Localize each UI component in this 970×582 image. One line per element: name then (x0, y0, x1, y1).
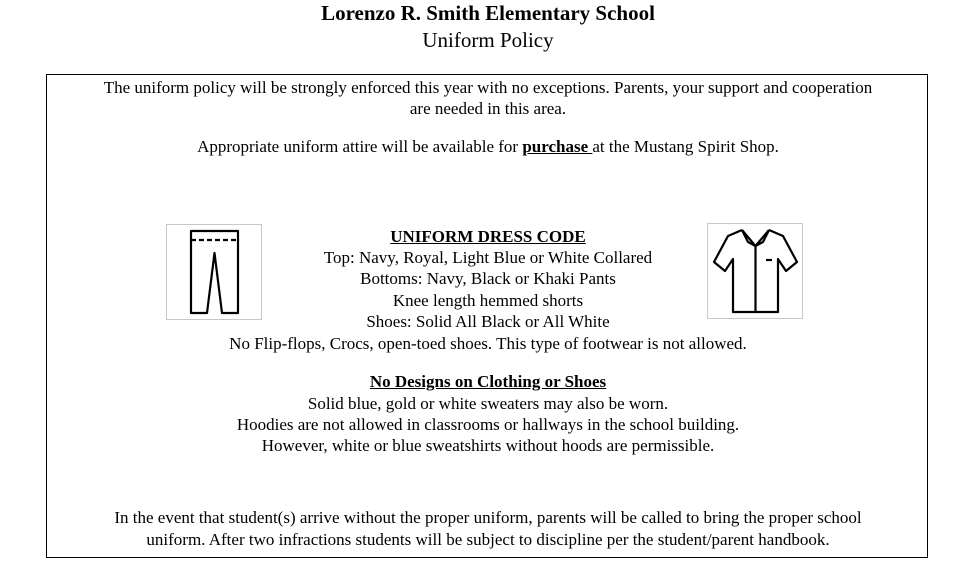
designs-item: Hoodies are not allowed in classrooms or hallways in the school building. (236, 415, 740, 434)
purchase-link[interactable]: purchase (522, 137, 593, 156)
purchase-sentence (46, 136, 930, 157)
designs-heading-text: No Designs on Clothing or Shoes (369, 372, 607, 391)
document-title: Uniform Policy (422, 28, 554, 52)
footwear-rule: No Flip-flops, Crocs, open-toed shoes. This type of footwear is not allowed. (229, 334, 747, 353)
school-name: Lorenzo R. Smith Elementary School (321, 1, 655, 25)
dress-code-item: Shoes: Solid All Black or All White (366, 312, 610, 331)
intro-line-1: The uniform policy will be strongly enforced this year with no exceptions. Parents, your support and cooperation (103, 78, 873, 97)
footer-line-2: uniform. After two infractions students will be subject to discipline per the student/parent handbook. (146, 530, 830, 549)
purchase-text-after: at the Mustang Spirit Shop. (592, 137, 779, 156)
designs-heading (46, 371, 930, 392)
dress-code-item: Bottoms: Navy, Black or Khaki Pants (360, 269, 616, 288)
dress-code-heading-text: UNIFORM DRESS CODE (390, 227, 586, 246)
dress-code-item: Knee length hemmed shorts (392, 291, 584, 310)
dress-code-heading (46, 226, 930, 247)
intro-line-2: are needed in this area. (409, 99, 567, 118)
designs-item: Solid blue, gold or white sweaters may also be worn. (307, 394, 669, 413)
purchase-text-before: Appropriate uniform attire will be available for (197, 137, 523, 156)
dress-code-item: Top: Navy, Royal, Light Blue or White Collared (323, 248, 653, 267)
footer-line-1: In the event that student(s) arrive without the proper uniform, parents will be called to bring the proper school (114, 508, 862, 527)
designs-item: However, white or blue sweatshirts without hoods are permissible. (261, 436, 715, 455)
